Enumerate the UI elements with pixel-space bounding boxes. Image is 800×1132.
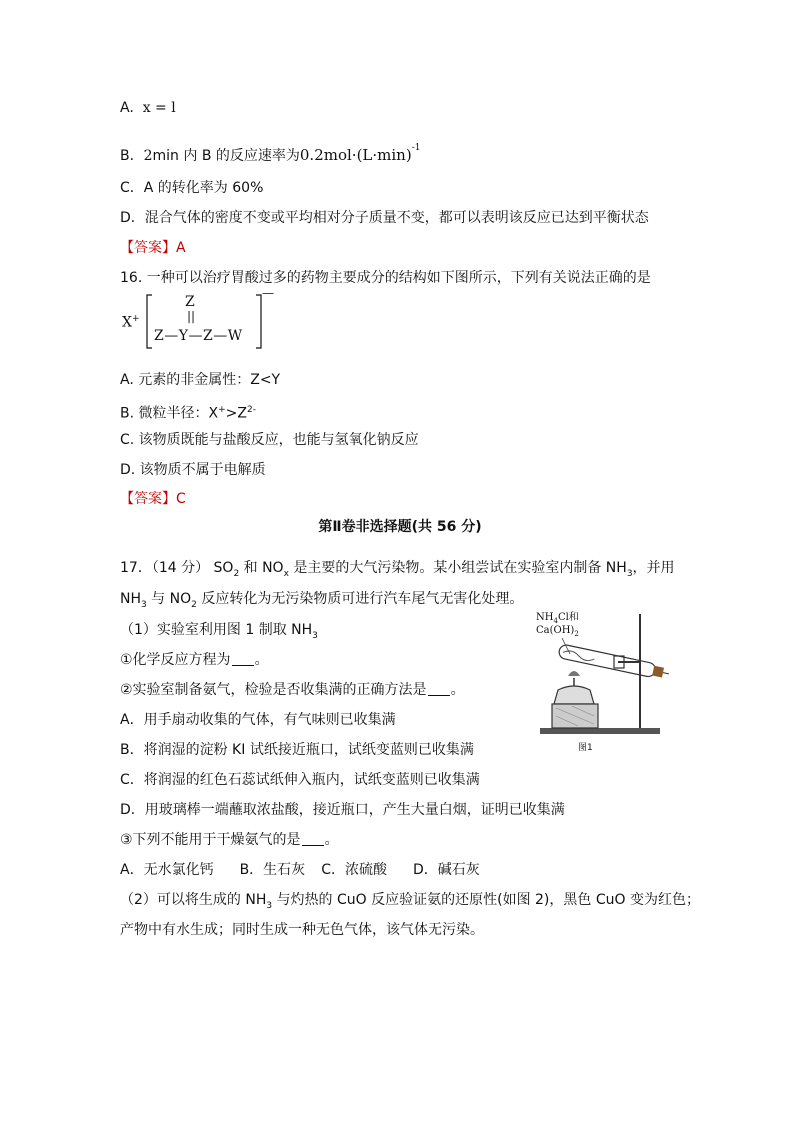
q15-option-d: D．混合气体的密度不变或平均相对分子质量不变，都可以表明该反应已达到平衡状态 bbox=[120, 210, 649, 226]
q15-option-b: B．2min 内 B 的反应速率为$0.2mol\cdot(L\cdot\min)^{-1}$ bbox=[120, 143, 421, 164]
formula-double-bond: || bbox=[187, 309, 196, 323]
answer-blank bbox=[428, 681, 450, 696]
q16-option-d: D. 该物质不属于电解质 bbox=[120, 462, 266, 478]
q17-sub3: ③下列不能用于干燥氨气的是 。 bbox=[120, 832, 339, 848]
formula-charge: — bbox=[262, 286, 274, 300]
q16-stem: 16. 一种可以治疗胃酸过多的药物主要成分的结构如下图所示，下列有关说法正确的是 bbox=[120, 270, 651, 286]
q15-option-c: C．A 的转化率为 60% bbox=[120, 180, 264, 196]
q16-answer: 【答案】C bbox=[120, 491, 186, 507]
answer-blank bbox=[232, 651, 254, 666]
q16-option-b: B. 微粒半径：$X^+>Z^{2-}$ bbox=[120, 405, 256, 422]
formula-chain: Z—Y—Z—W bbox=[154, 328, 243, 344]
q17-sub2-option-d: D．用玻璃棒一端蘸取浓盐酸，接近瓶口，产生大量白烟，证明已收集满 bbox=[120, 802, 565, 818]
q17-part2-line1: （2）可以将生成的 $NH_3$ 与灼热的 CuO 反应验证氨的还原性(如图 2)，黑色 CuO 变为红色； bbox=[120, 892, 700, 911]
q17-sub2-option-a: A．用手扇动收集的气体，有气味则已收集满 bbox=[120, 712, 396, 728]
q17-sub2-option-c: C．将润湿的红色石蕊试纸伸入瓶内，试纸变蓝则已收集满 bbox=[120, 772, 480, 788]
formula-cation: X bbox=[122, 314, 132, 331]
q15-option-a-expr: x = l bbox=[142, 100, 176, 116]
q17-sub2-option-b: B．将润湿的淀粉 KI 试纸接近瓶口，试纸变蓝则已收集满 bbox=[120, 742, 474, 758]
q17-sub3-options: A．无水氯化钙 B．生石灰 C．浓硫酸 D．碱石灰 bbox=[120, 862, 480, 878]
section-title: 第Ⅱ卷非选择题(共 56 分) bbox=[318, 519, 482, 535]
q15-option-a: A. x = l bbox=[120, 100, 176, 116]
apparatus-drawing bbox=[518, 612, 678, 742]
q16-option-c: C. 该物质既能与盐酸反应，也能与氢氧化钠反应 bbox=[120, 432, 419, 448]
q17-sub2: ②实验室制备氨气，检验是否收集满的正确方法是 。 bbox=[120, 682, 465, 698]
q15-answer: 【答案】A bbox=[120, 240, 186, 256]
q17-sub1: ①化学反应方程为 。 bbox=[120, 652, 269, 668]
figure-1 bbox=[518, 612, 678, 757]
rate-unit: 0.2mol·(L·min) bbox=[299, 146, 412, 164]
q16-option-a: A. 元素的非金属性：Z<Y bbox=[120, 372, 281, 388]
q17-part1: （1）实验室利用图 1 制取 $NH_3$ bbox=[120, 622, 318, 641]
answer-blank bbox=[302, 831, 324, 846]
q17-part2-line2: 产物中有水生成；同时生成一种无色气体，该气体无污染。 bbox=[120, 922, 484, 938]
q17-stem-line1: 17．（14 分） $SO_2$ 和 $NO_x$ 是主要的大气污染物。某小组尝试在实验室内制备 $NH_3$，并用 bbox=[120, 560, 675, 579]
q17-stem-line2: $NH_3$ 与 $NO_2$ 反应转化为无污染物质可进行汽车尾气无害化处理。 bbox=[120, 591, 524, 610]
figure-label-line1: $NH_4Cl$和 bbox=[536, 612, 579, 625]
figure-label-line2: $Ca(OH)_2$ bbox=[536, 625, 579, 638]
figure-caption: 图1 bbox=[578, 743, 593, 753]
structural-formula: X+ Z || Z—Y—Z—W — bbox=[122, 292, 272, 352]
formula-top-atom: Z bbox=[185, 294, 195, 310]
